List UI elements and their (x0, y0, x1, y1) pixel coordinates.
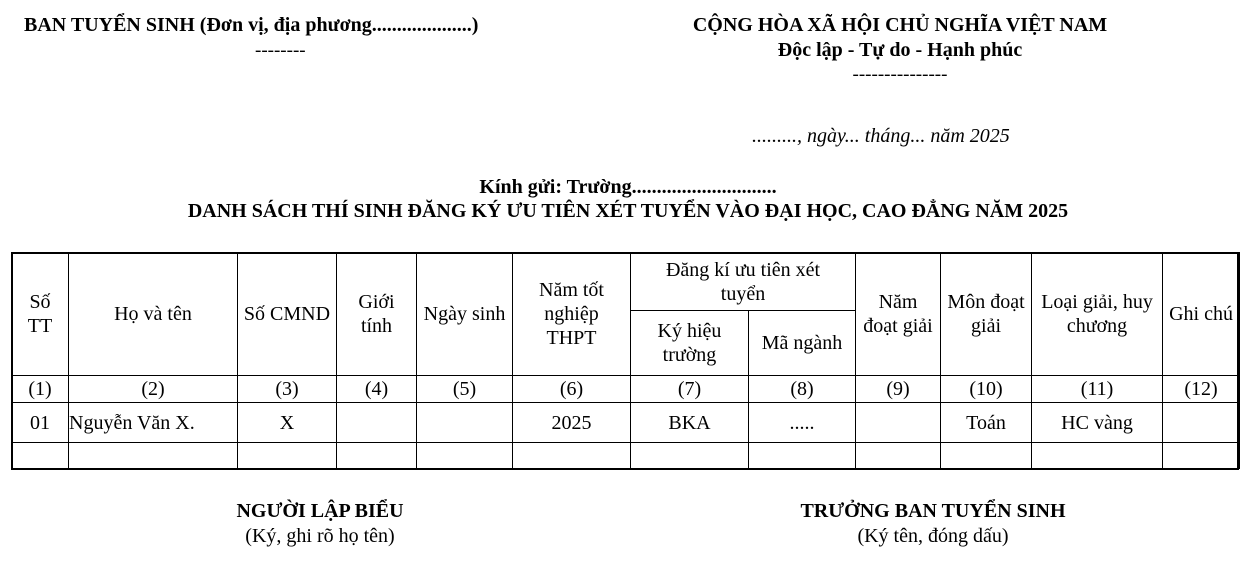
column-number: (5) (417, 376, 513, 403)
motto-divider: --------------- (852, 64, 948, 85)
document-title: DANH SÁCH THÍ SINH ĐĂNG KÝ ƯU TIÊN XÉT TUYỂN VÀO ĐẠI HỌC, CAO ĐẲNG NĂM 2025 (187, 200, 1069, 222)
date-line: ........., ngày... tháng... năm 2025 (752, 125, 1010, 147)
cell-award-type (1032, 443, 1163, 469)
header-award-year: Năm đoạt giải (856, 253, 941, 376)
cell-name (69, 443, 238, 469)
header-stt: Số TT (12, 253, 69, 376)
preparer-note: (Ký, ghi rõ họ tên) (245, 525, 395, 547)
preparer-title: NGƯỜI LẬP BIỂU (236, 500, 404, 522)
column-number: (3) (238, 376, 337, 403)
recipient-line: Kính gửi: Trường............................. (479, 176, 777, 198)
cell-award-year (856, 403, 941, 443)
column-number: (8) (749, 376, 856, 403)
column-number: (11) (1032, 376, 1163, 403)
column-number: (7) (631, 376, 749, 403)
cell-dob (417, 443, 513, 469)
cell-graduation-year: 2025 (513, 403, 631, 443)
table-row (12, 443, 1240, 469)
column-number-row (12, 376, 1240, 403)
table-row (12, 403, 1240, 443)
national-motto: Độc lập - Tự do - Hạnh phúc (777, 39, 1023, 61)
cell-note (1163, 443, 1240, 469)
header-award-subject: Môn đoạt giải (941, 253, 1032, 376)
cell-school-code (631, 443, 749, 469)
cell-graduation-year (513, 443, 631, 469)
cell-award-subject (941, 443, 1032, 469)
column-number: (1) (12, 376, 69, 403)
board-head-title: TRƯỞNG BAN TUYỂN SINH (800, 500, 1066, 522)
cell-dob (417, 403, 513, 443)
issuing-unit-title: BAN TUYỂN SINH (Đơn vị, địa phương....................) (24, 14, 479, 36)
cell-name: Nguyễn Văn X. (69, 403, 238, 443)
header-dob: Ngày sinh (417, 253, 513, 376)
column-number: (4) (337, 376, 417, 403)
issuing-unit-divider: -------- (255, 40, 306, 61)
cell-cmnd: X (238, 403, 337, 443)
column-number: (12) (1163, 376, 1240, 403)
column-number: (6) (513, 376, 631, 403)
cell-note (1163, 403, 1240, 443)
cell-award-type: HC vàng (1032, 403, 1163, 443)
cell-cmnd (238, 443, 337, 469)
cell-stt (12, 443, 69, 469)
column-number: (9) (856, 376, 941, 403)
header-gender: Giới tính (337, 253, 417, 376)
column-number: (2) (69, 376, 238, 403)
header-cmnd: Số CMND (238, 253, 337, 376)
cell-stt: 01 (12, 403, 69, 443)
header-row-1 (12, 253, 1240, 311)
cell-school-code: BKA (631, 403, 749, 443)
national-title: CỘNG HÒA XÃ HỘI CHỦ NGHĨA VIỆT NAM (692, 14, 1108, 36)
column-number: (10) (941, 376, 1032, 403)
header-major-code: Mã ngành (749, 311, 856, 376)
header-note: Ghi chú (1163, 253, 1240, 376)
board-head-note: (Ký tên, đóng dấu) (857, 525, 1009, 547)
candidate-list-table (11, 252, 1240, 469)
header-name: Họ và tên (69, 253, 238, 376)
cell-award-subject: Toán (941, 403, 1032, 443)
cell-major-code (749, 443, 856, 469)
cell-award-year (856, 443, 941, 469)
cell-gender (337, 443, 417, 469)
cell-major-code: ..... (749, 403, 856, 443)
header-graduation-year: Năm tốt nghiệp THPT (513, 253, 631, 376)
cell-gender (337, 403, 417, 443)
header-priority-registration: Đăng kí ưu tiên xét tuyển (631, 253, 856, 311)
header-award-type: Loại giải, huy chương (1032, 253, 1163, 376)
header-school-code: Ký hiệu trường (631, 311, 749, 376)
